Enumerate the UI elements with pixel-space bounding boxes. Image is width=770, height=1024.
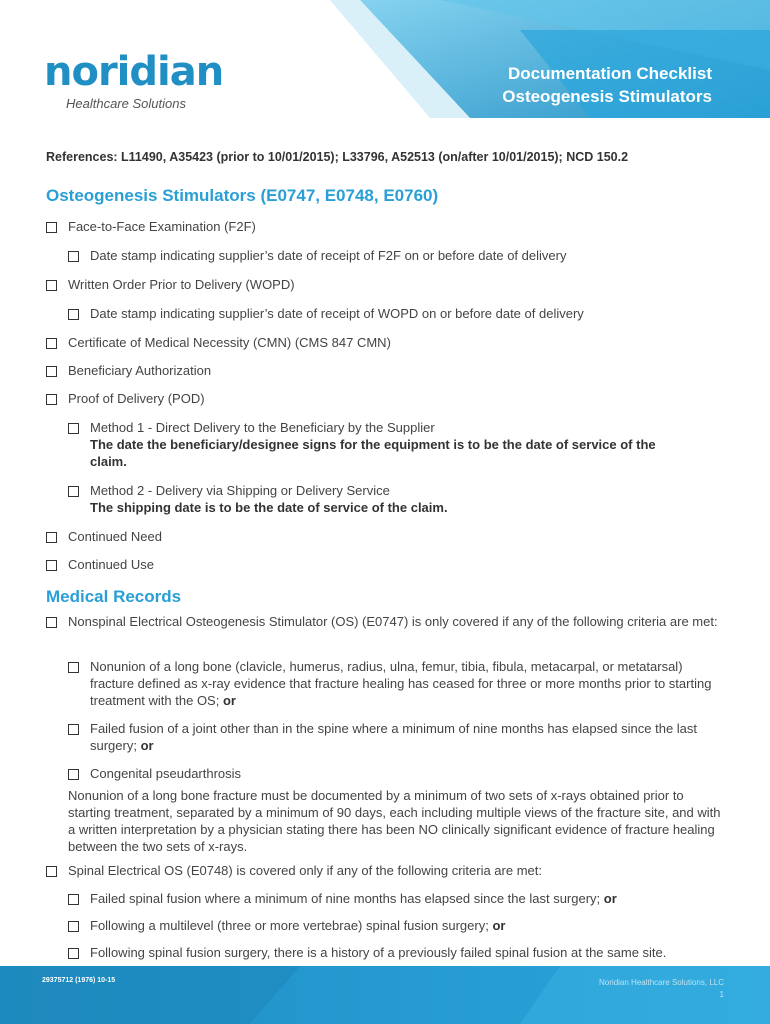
- checkbox-icon[interactable]: [68, 486, 79, 497]
- or-connector: or: [603, 891, 617, 906]
- checkbox-icon[interactable]: [46, 280, 57, 291]
- checkbox-icon[interactable]: [46, 560, 57, 571]
- checkbox-icon[interactable]: [68, 724, 79, 735]
- or-connector: or: [492, 918, 506, 933]
- header: [0, 0, 770, 130]
- checkbox-icon[interactable]: [46, 366, 57, 377]
- footer-code: 29375712 (1976) 10-15: [42, 977, 116, 984]
- references: References: L11490, A35423 (prior to 10/01/2015); L33796, A52513 (on/after 10/01/2015); NCD 150.2: [46, 150, 629, 164]
- page-number: 1: [719, 990, 724, 999]
- checkbox-icon[interactable]: [68, 894, 79, 905]
- checkbox-icon[interactable]: [46, 394, 57, 405]
- checkbox-icon[interactable]: [68, 309, 79, 320]
- or-connector: or: [222, 693, 236, 708]
- checkbox-icon[interactable]: [46, 222, 57, 233]
- or-connector: or: [140, 738, 154, 753]
- company-name: Noridian Healthcare Solutions, LLC: [599, 978, 724, 987]
- checkbox-icon[interactable]: [68, 662, 79, 673]
- checkbox-icon[interactable]: [68, 921, 79, 932]
- section-title-osteogenesis: Osteogenesis Stimulators (E0747, E0748, E0760): [46, 186, 439, 205]
- checkbox-icon[interactable]: [68, 948, 79, 959]
- checkbox-icon[interactable]: [68, 423, 79, 434]
- logo-subtitle: Healthcare Solutions: [66, 96, 186, 111]
- checkbox-icon[interactable]: [68, 251, 79, 262]
- checkbox-icon[interactable]: [68, 769, 79, 780]
- footer-company: [599, 977, 724, 1001]
- title-line-2: Osteogenesis Stimulators: [502, 87, 712, 106]
- section-title-medical-records: Medical Records: [46, 587, 182, 606]
- checkbox-icon[interactable]: [46, 617, 57, 628]
- checkbox-icon[interactable]: [46, 866, 57, 877]
- checkbox-icon[interactable]: [46, 338, 57, 349]
- checkbox-icon[interactable]: [46, 532, 57, 543]
- logo-wordmark: noridian: [44, 49, 224, 95]
- title-line-1: Documentation Checklist: [507, 64, 712, 83]
- document-title: [502, 62, 712, 108]
